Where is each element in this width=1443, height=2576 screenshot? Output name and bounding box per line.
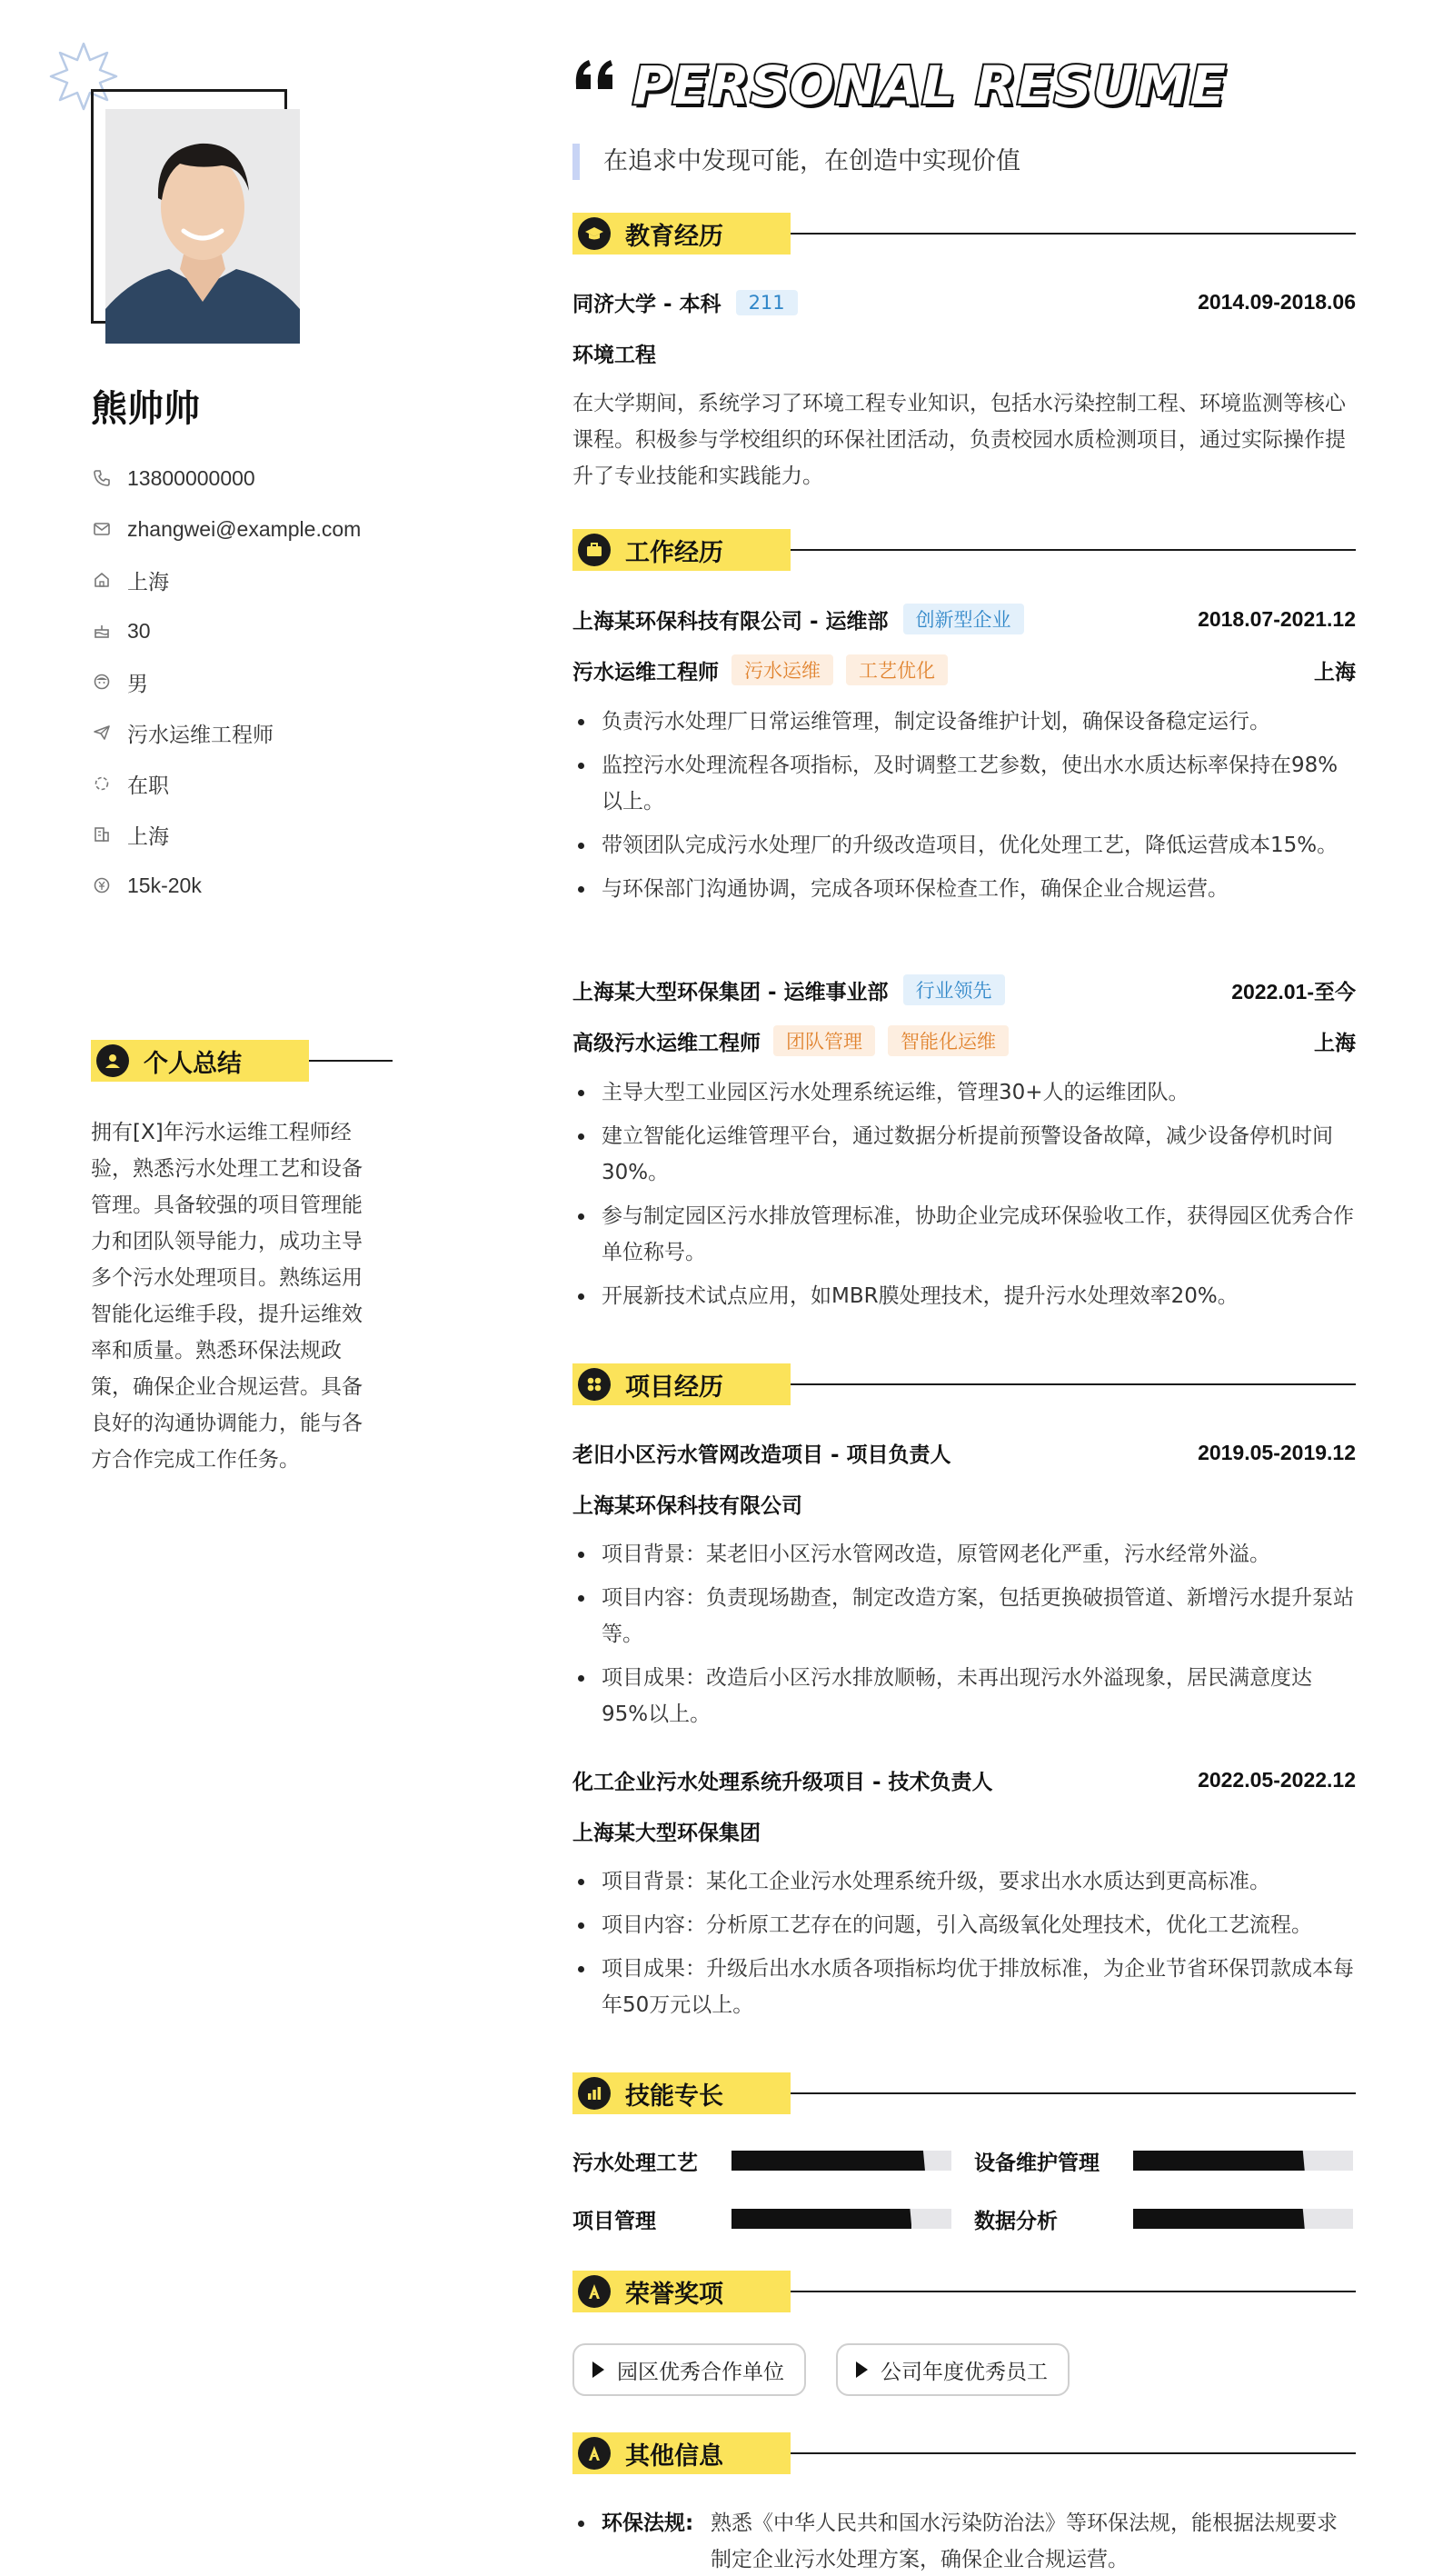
play-icon <box>856 2361 868 2378</box>
work-section-header <box>572 529 1356 573</box>
list-item: 项目内容：负责现场勘查，制定改造方案，包括更换破损管道、新增污水提升泵站等。 <box>572 1580 1356 1652</box>
projects-title: 项目经历 <box>625 1373 723 1402</box>
skills-title: 技能专长 <box>625 2082 723 2111</box>
job-1-badge: 创新型企业 <box>903 604 1024 634</box>
list-item: 带领团队完成污水处理厂的升级改造项目，优化处理工艺，降低运营成本15%。 <box>572 827 1356 864</box>
skills-divider <box>791 2092 1356 2094</box>
job-2-tag-2: 智能化运维 <box>888 1025 1009 1056</box>
project-2-date: 2022.05-2022.12 <box>1198 1768 1356 1792</box>
info-row-age: 30 <box>91 605 361 656</box>
job-2-badge: 行业领先 <box>903 974 1005 1005</box>
honor-item <box>572 2343 806 2396</box>
info-row-position: 污水运维工程师 <box>91 707 361 758</box>
skill-item <box>572 2149 951 2175</box>
face-icon <box>91 671 113 693</box>
user-icon <box>96 1044 129 1077</box>
summary-text: 拥有[X]年污水运维工程师经验，熟悉污水处理工艺和设备管理。具备较强的项目管理能力和团队领导能力，成功主导多个污水处理项目。熟练运用智能化运维手段，提升运维效率和质量。熟悉环保法规政策，确保企业合规运营。具备良好的沟通协调能力，能与各方合作完成工作任务。 <box>91 1121 363 1472</box>
job-2-city: 上海 <box>1314 1030 1356 1054</box>
school-badge: 211 <box>736 290 798 315</box>
graduation-cap-icon <box>578 217 611 250</box>
info-row-gender: 男 <box>91 656 361 707</box>
send-icon <box>91 722 113 744</box>
job-1-tag-2: 工艺优化 <box>846 654 948 685</box>
education-divider <box>791 233 1356 235</box>
contact-info-list <box>91 453 361 911</box>
project-2-company: 上海某大型环保集团 <box>572 1822 761 1845</box>
project-2-name-row <box>572 1765 1356 1795</box>
work-section-tag <box>572 529 791 571</box>
major-row <box>572 338 1356 368</box>
skill-name: 污水处理工艺 <box>572 2151 698 2175</box>
left-column <box>0 0 509 2576</box>
project-1-company-row <box>572 1489 1356 1519</box>
info-row-status: 在职 <box>91 758 361 809</box>
other-title: 其他信息 <box>625 2441 723 2471</box>
major: 环境工程 <box>572 344 656 367</box>
building-icon <box>91 824 113 845</box>
quote-mark-icon <box>572 55 620 95</box>
honors-section-tag <box>572 2271 791 2312</box>
list-item: 项目内容：分析原工艺存在的问题，引入高级氧化处理技术，优化工艺流程。 <box>572 1907 1356 1943</box>
bullet-dot <box>578 2521 584 2527</box>
motto: 在追求中发现可能，在创造中实现价值 <box>572 144 1020 180</box>
skill-bar <box>1133 2151 1353 2171</box>
job-2-role: 高级污水运维工程师 <box>572 1031 761 1055</box>
skill-item <box>974 2149 1353 2175</box>
page-title: PERSONAL RESUME <box>632 55 1227 116</box>
skill-bar <box>731 2209 951 2229</box>
list-item: 主导大型工业园区污水处理系统运维，管理30+人的运维团队。 <box>572 1074 1356 1111</box>
honors-title: 荣誉奖项 <box>625 2280 723 2309</box>
skill-bar-fill <box>1133 2209 1305 2229</box>
info-row-phone: 13800000000 <box>91 453 361 504</box>
info-row-city: 上海 <box>91 809 361 860</box>
list-item: 开展新技术试点应用，如MBR膜处理技术，提升污水处理效率20%。 <box>572 1278 1356 1314</box>
project-1-name: 老旧小区污水管网改造项目 - 项目负责人 <box>572 1443 951 1467</box>
job-2-date: 2022.01-至今 <box>1231 979 1356 1003</box>
list-item: 建立智能化运维管理平台，通过数据分析提前预警设备故障，减少设备停机时间30%。 <box>572 1118 1356 1191</box>
honors-divider <box>791 2291 1356 2292</box>
education-date: 2014.09-2018.06 <box>1198 290 1356 314</box>
skills-section-tag <box>572 2072 791 2114</box>
job-1-company-row <box>572 604 1356 634</box>
education-row <box>572 287 1356 317</box>
skill-item <box>974 2207 1353 2231</box>
projects-divider <box>791 1383 1356 1385</box>
job-1-city: 上海 <box>1314 659 1356 684</box>
education-title: 教育经历 <box>625 222 723 251</box>
honor-label: 园区优秀合作单位 <box>617 2360 784 2384</box>
salary-icon <box>91 874 113 896</box>
other-info-item <box>572 2505 1356 2576</box>
skill-item <box>572 2207 951 2231</box>
honors-section-header <box>572 2271 1356 2314</box>
honor-item <box>836 2343 1070 2396</box>
projects-section-tag <box>572 1363 791 1405</box>
job-1-bullet-list <box>572 704 1356 914</box>
education-section-header <box>572 213 1356 256</box>
other-text: 熟悉《中华人民共和国水污染防治法》等环保法规，能根据法规要求制定企业污水处理方案，确保企业合规运营。 <box>711 2511 1338 2571</box>
skills-section-header <box>572 2072 1356 2116</box>
education-section-tag <box>572 213 791 255</box>
summary-divider <box>309 1060 393 1062</box>
work-divider <box>791 549 1356 551</box>
job-2-role-row <box>572 1025 1356 1056</box>
home-icon <box>91 569 113 591</box>
projects-section-header <box>572 1363 1356 1407</box>
skill-name: 数据分析 <box>974 2209 1058 2233</box>
person-name: 熊帅帅 <box>91 388 200 430</box>
mail-icon <box>91 518 113 540</box>
summary-section-header <box>91 1040 393 1083</box>
other-section-header <box>572 2432 1356 2476</box>
skill-bar <box>731 2151 951 2171</box>
project-1-bullet-list <box>572 1536 1356 1740</box>
project-2-company-row <box>572 1816 1356 1846</box>
project-1-name-row <box>572 1438 1356 1468</box>
honor-label: 公司年度优秀员工 <box>881 2360 1048 2384</box>
list-item: 项目成果：升级后出水水质各项指标均优于排放标准，为企业节省环保罚款成本每年50万元以上。 <box>572 1951 1356 2023</box>
school-name: 同济大学 - 本科 <box>572 293 722 316</box>
education-description: 在大学期间，系统学习了环境工程专业知识，包括水污染控制工程、环境监测等核心课程。积极参与学校组织的环保社团活动，负责校园水质检测项目，通过实际操作提升了专业技能和实践能力。 <box>572 392 1346 488</box>
skill-bar-fill <box>731 2151 925 2171</box>
list-item: 项目背景：某老旧小区污水管网改造，原管网老化严重，污水经常外溢。 <box>572 1536 1356 1573</box>
job-2-company: 上海某大型环保集团 - 运维事业部 <box>572 980 889 1004</box>
job-1-tag-1: 污水运维 <box>731 654 833 685</box>
list-item: 与环保部门沟通协调，完成各项环保检查工作，确保企业合规运营。 <box>572 871 1356 907</box>
project-2-name: 化工企业污水处理系统升级项目 - 技术负责人 <box>572 1771 993 1794</box>
skill-bar-fill <box>731 2209 911 2229</box>
grid-icon <box>578 1368 611 1401</box>
job-2-tag-1: 团队管理 <box>773 1025 875 1056</box>
info-row-salary: 15k-20k <box>91 860 361 911</box>
skill-bar <box>1133 2209 1353 2229</box>
avatar <box>105 109 300 344</box>
other-section-tag <box>572 2432 791 2474</box>
list-item: 项目背景：某化工企业污水处理系统升级，要求出水水质达到更高标准。 <box>572 1863 1356 1900</box>
summary-section-tag <box>91 1040 309 1082</box>
list-item: 参与制定园区污水排放管理标准，协助企业完成环保验收工作，获得园区优秀合作单位称号。 <box>572 1198 1356 1271</box>
skill-name: 项目管理 <box>572 2209 656 2233</box>
project-1-date: 2019.05-2019.12 <box>1198 1441 1356 1464</box>
list-item: 监控污水处理流程各项指标，及时调整工艺参数，使出水水质达标率保持在98%以上。 <box>572 747 1356 820</box>
other-label: 环保法规: <box>602 2511 694 2535</box>
status-icon <box>91 773 113 794</box>
skill-name: 设备维护管理 <box>974 2151 1100 2175</box>
cake-icon <box>91 620 113 642</box>
work-title: 工作经历 <box>625 538 723 567</box>
list-item: 负责污水处理厂日常运维管理，制定设备维护计划，确保设备稳定运行。 <box>572 704 1356 740</box>
other-divider <box>791 2452 1356 2454</box>
phone-icon <box>91 467 113 489</box>
job-1-date: 2018.07-2021.12 <box>1198 606 1356 631</box>
job-1-company: 上海某环保科技有限公司 - 运维部 <box>572 609 889 634</box>
info-row-email: zhangwei@example.com <box>91 504 361 554</box>
job-1-role-row <box>572 654 1356 685</box>
job-1-role: 污水运维工程师 <box>572 660 719 684</box>
project-1-company: 上海某环保科技有限公司 <box>572 1494 802 1518</box>
job-2-bullet-list <box>572 1074 1356 1322</box>
award-icon <box>578 2437 611 2470</box>
job-2-company-row <box>572 974 1356 1005</box>
summary-title: 个人总结 <box>144 1049 242 1078</box>
chart-icon <box>578 2077 611 2110</box>
list-item: 项目成果：改造后小区污水排放顺畅，未再出现污水外溢现象，居民满意度达95%以上。 <box>572 1660 1356 1732</box>
skill-bar-fill <box>1133 2151 1305 2171</box>
info-row-address: 上海 <box>91 554 361 605</box>
play-icon <box>592 2361 604 2378</box>
project-2-bullet-list <box>572 1863 1356 2031</box>
award-icon <box>578 2275 611 2308</box>
briefcase-icon <box>578 534 611 566</box>
